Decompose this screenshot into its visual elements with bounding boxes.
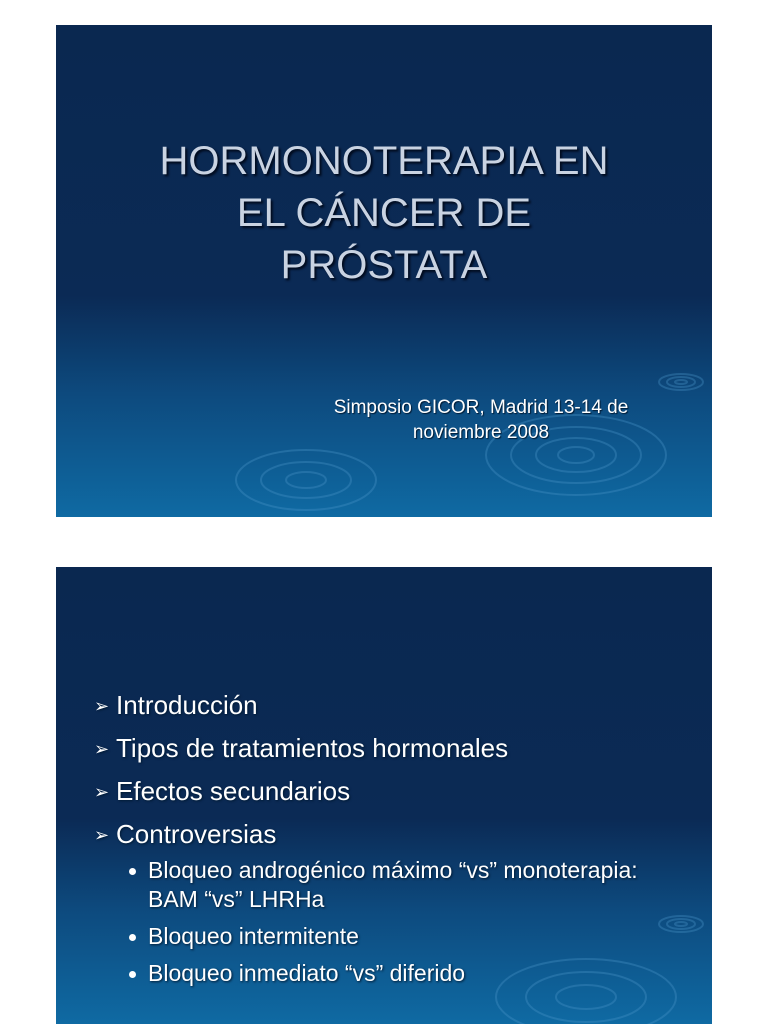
slide-subtitle bbox=[286, 395, 676, 445]
sub-list-item bbox=[94, 959, 704, 988]
list-item bbox=[94, 813, 704, 988]
sub-item-line: Bloqueo inmediato “vs” diferido bbox=[148, 960, 466, 986]
arrow-bullet-icon: ➢ bbox=[94, 782, 110, 802]
sub-item-line: BAM “vs” LHRHa bbox=[148, 886, 325, 912]
list-item bbox=[94, 684, 704, 727]
list-item bbox=[94, 727, 704, 770]
arrow-bullet-icon: ➢ bbox=[94, 739, 110, 759]
arrow-bullet-icon: ➢ bbox=[94, 825, 110, 845]
title-line: PRÓSTATA bbox=[280, 243, 488, 287]
title-line: HORMONOTERAPIA EN bbox=[159, 139, 609, 183]
title-slide bbox=[56, 25, 712, 517]
arrow-bullet-icon: ➢ bbox=[94, 696, 110, 716]
list-item-label: Controversias bbox=[116, 819, 277, 849]
sub-item-line: Bloqueo intermitente bbox=[148, 923, 359, 949]
list-item-label: Efectos secundarios bbox=[116, 776, 351, 806]
list-item bbox=[94, 770, 704, 813]
subtitle-line: noviembre 2008 bbox=[412, 422, 550, 443]
outline-list bbox=[94, 684, 704, 996]
sub-list bbox=[94, 856, 704, 988]
sub-list-item bbox=[94, 922, 704, 951]
outline-slide bbox=[56, 567, 712, 1024]
dot-bullet-icon bbox=[129, 868, 136, 875]
sub-item-line: Bloqueo androgénico máximo “vs” monoterapia: bbox=[148, 857, 638, 883]
slide-title bbox=[56, 135, 712, 291]
list-item-label: Tipos de tratamientos hormonales bbox=[116, 733, 509, 763]
sub-list-item bbox=[94, 856, 704, 914]
dot-bullet-icon bbox=[129, 971, 136, 978]
title-line: EL CÁNCER DE bbox=[236, 191, 532, 235]
list-item-label: Introducción bbox=[116, 690, 258, 720]
dot-bullet-icon bbox=[129, 934, 136, 941]
subtitle-line: Simposio GICOR, Madrid 13-14 de bbox=[333, 397, 629, 418]
